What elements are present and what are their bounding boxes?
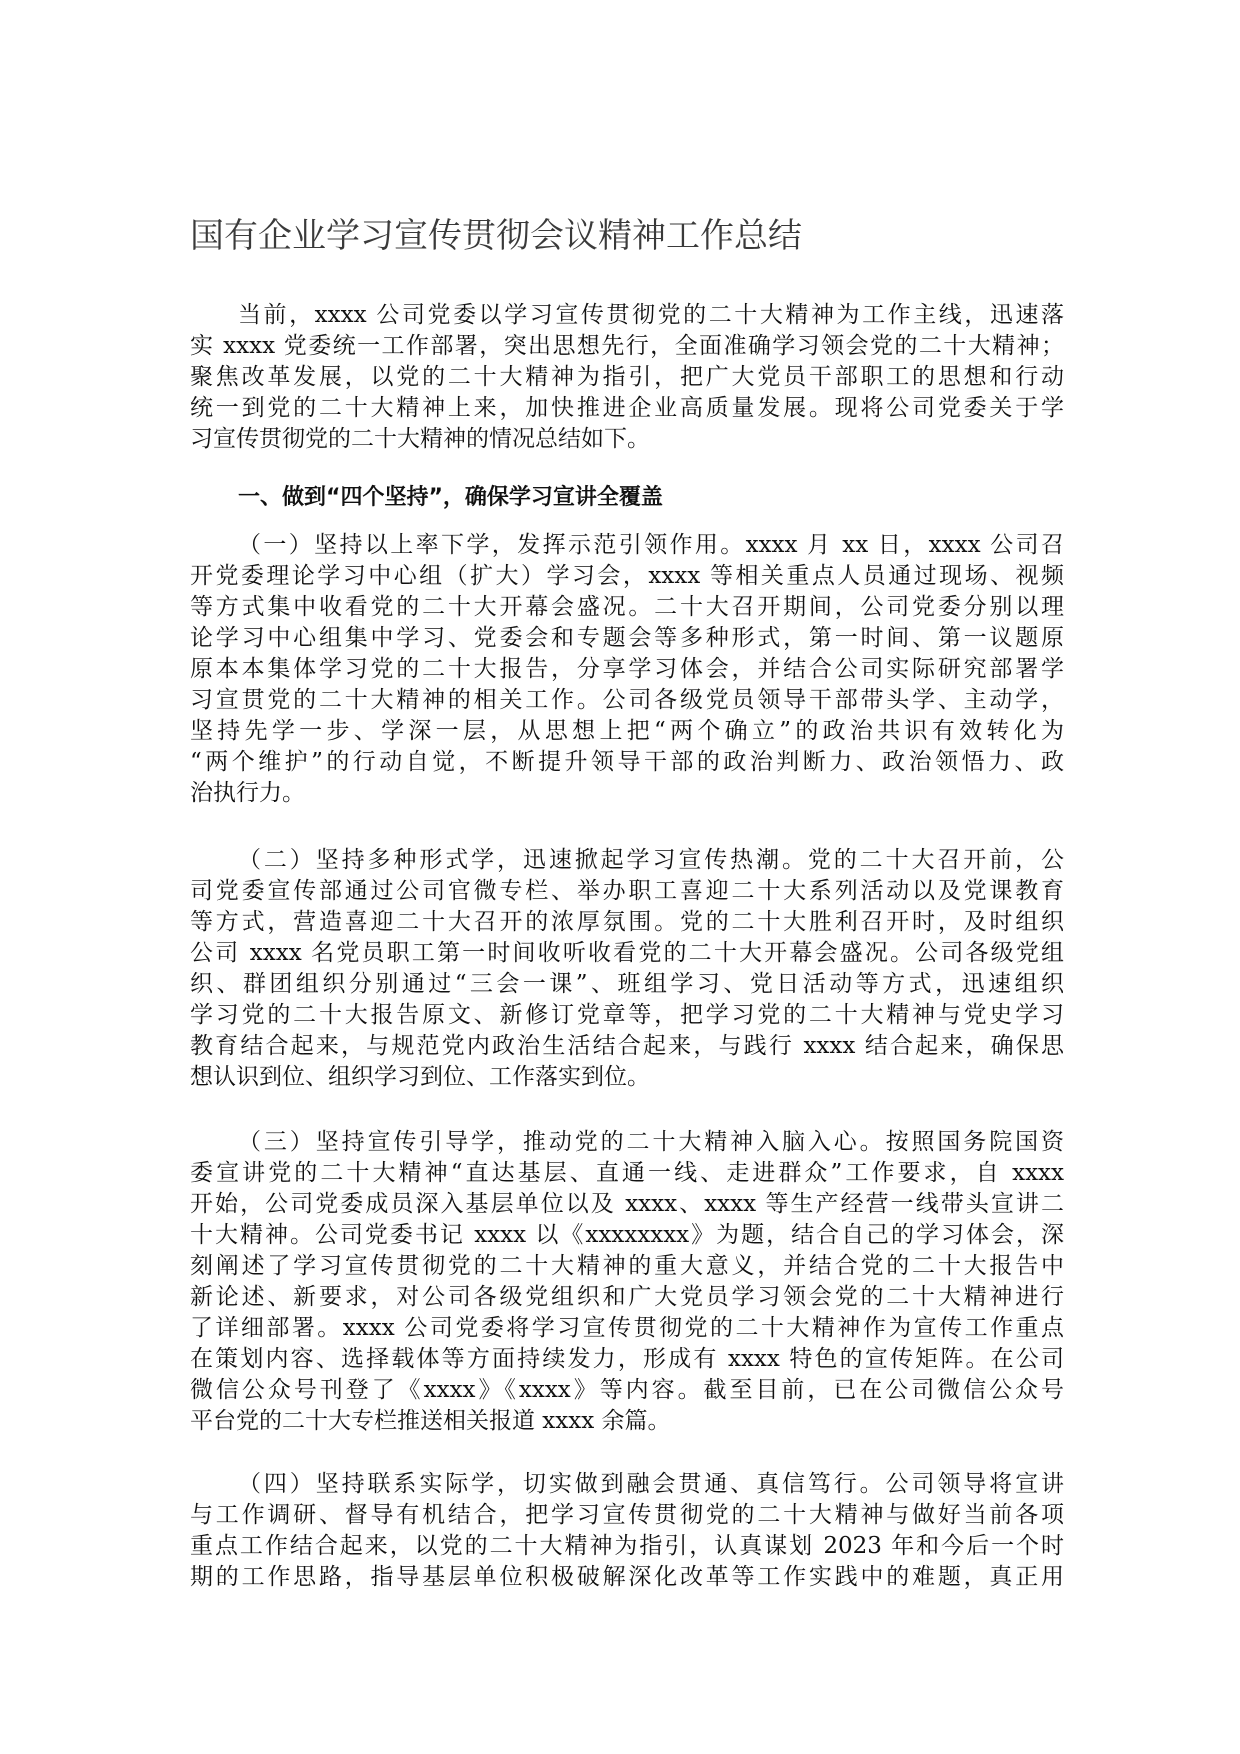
text-line: 刻阐述了学习宣传贯彻党的二十大精神的重大意义，并结合党的二十大报告中: [190, 1253, 1064, 1279]
text-line: 新论述、新要求，对公司各级党组织和广大党员学习领会党的二十大精神进行: [190, 1284, 1064, 1310]
text-line: 论学习中心组集中学习、党委会和专题会等多种形式，第一时间、第一议题原: [190, 625, 1064, 651]
text-line: （二）坚持多种形式学，迅速掀起学习宣传热潮。党的二十大召开前，公: [238, 847, 1064, 873]
text-line: （三）坚持宣传引导学，推动党的二十大精神入脑入心。按照国务院国资: [238, 1129, 1064, 1155]
text-line: （四）坚持联系实际学，切实做到融会贯通、真信笃行。公司领导将宣讲: [238, 1471, 1064, 1497]
intro-paragraph: [190, 300, 1064, 455]
text-line: 习宣传贯彻党的二十大精神的情况总结如下。: [190, 426, 650, 452]
text-line: 实 xxxx 党委统一工作部署，突出思想先行，全面准确学习领会党的二十大精神；: [190, 333, 1064, 359]
text-line: 学习党的二十大报告原文、新修订党章等，把学习党的二十大精神与党史学习: [190, 1002, 1064, 1028]
text-line: 聚焦改革发展，以党的二十大精神为指引，把广大党员干部职工的思想和行动: [190, 364, 1064, 390]
text-line: 想认识到位、组织学习到位、工作落实到位。: [190, 1064, 650, 1090]
text-line: 织、群团组织分别通过“三会一课”、班组学习、党日活动等方式，迅速组织: [190, 971, 1064, 997]
text-line: 坚持先学一步、学深一层，从思想上把“两个确立”的政治共识有效转化为: [190, 718, 1064, 744]
document-title: 国有企业学习宣传贯彻会议精神工作总结: [190, 216, 802, 256]
section-heading-1: 一、做到“四个坚持”，确保学习宣讲全覆盖: [238, 485, 663, 510]
text-line: 与工作调研、督导有机结合，把学习宣传贯彻党的二十大精神与做好当前各项: [190, 1502, 1064, 1528]
text-line: 了详细部署。xxxx 公司党委将学习宣传贯彻党的二十大精神作为宣传工作重点: [190, 1315, 1064, 1341]
text-line: 在策划内容、选择载体等方面持续发力，形成有 xxxx 特色的宣传矩阵。在公司: [190, 1346, 1064, 1372]
text-line: 治执行力。: [190, 780, 305, 806]
text-line: 公司 xxxx 名党员职工第一时间收听收看党的二十大开幕会盛况。公司各级党组: [190, 940, 1064, 966]
text-line: 平台党的二十大专栏推送相关报道 xxxx 余篇。: [190, 1408, 671, 1434]
text-line: 十大精神。公司党委书记 xxxx 以《xxxxxxxx》为题，结合自己的学习体会，深: [190, 1222, 1064, 1248]
text-line: 期的工作思路，指导基层单位积极破解深化改革等工作实践中的难题，真正用: [190, 1564, 1064, 1590]
paragraph-1: [190, 530, 1064, 809]
text-line: 等方式，营造喜迎二十大召开的浓厚氛围。党的二十大胜利召开时，及时组织: [190, 909, 1064, 935]
paragraph-3: [190, 1127, 1064, 1437]
paragraph-4: [190, 1469, 1064, 1593]
text-line: 当前，xxxx 公司党委以学习宣传贯彻党的二十大精神为工作主线，迅速落: [238, 302, 1064, 328]
text-line: 微信公众号刊登了《xxxx》《xxxx》等内容。截至目前，已在公司微信公众号: [190, 1377, 1064, 1403]
text-line: 教育结合起来，与规范党内政治生活结合起来，与践行 xxxx 结合起来，确保思: [190, 1033, 1064, 1059]
text-line: 等方式集中收看党的二十大开幕会盛况。二十大召开期间，公司党委分别以理: [190, 594, 1064, 620]
text-line: （一）坚持以上率下学，发挥示范引领作用。xxxx 月 xx 日，xxxx 公司召: [238, 532, 1064, 558]
text-line: 委宣讲党的二十大精神“直达基层、直通一线、走进群众”工作要求，自 xxxx: [190, 1160, 1064, 1186]
text-line: 统一到党的二十大精神上来，加快推进企业高质量发展。现将公司党委关于学: [190, 395, 1064, 421]
text-line: 司党委宣传部通过公司官微专栏、举办职工喜迎二十大系列活动以及党课教育: [190, 878, 1064, 904]
text-line: “两个维护”的行动自觉，不断提升领导干部的政治判断力、政治领悟力、政: [190, 749, 1064, 775]
text-line: 习宣贯党的二十大精神的相关工作。公司各级党员领导干部带头学、主动学，: [190, 687, 1064, 713]
text-line: 开始，公司党委成员深入基层单位以及 xxxx、xxxx 等生产经营一线带头宣讲二: [190, 1191, 1064, 1217]
text-line: 原本本集体学习党的二十大报告，分享学习体会，并结合公司实际研究部署学: [190, 656, 1064, 682]
paragraph-2: [190, 845, 1064, 1093]
text-line: 重点工作结合起来，以党的二十大精神为指引，认真谋划 2023 年和今后一个时: [190, 1533, 1064, 1559]
text-line: 开党委理论学习中心组（扩大）学习会，xxxx 等相关重点人员通过现场、视频: [190, 563, 1064, 589]
